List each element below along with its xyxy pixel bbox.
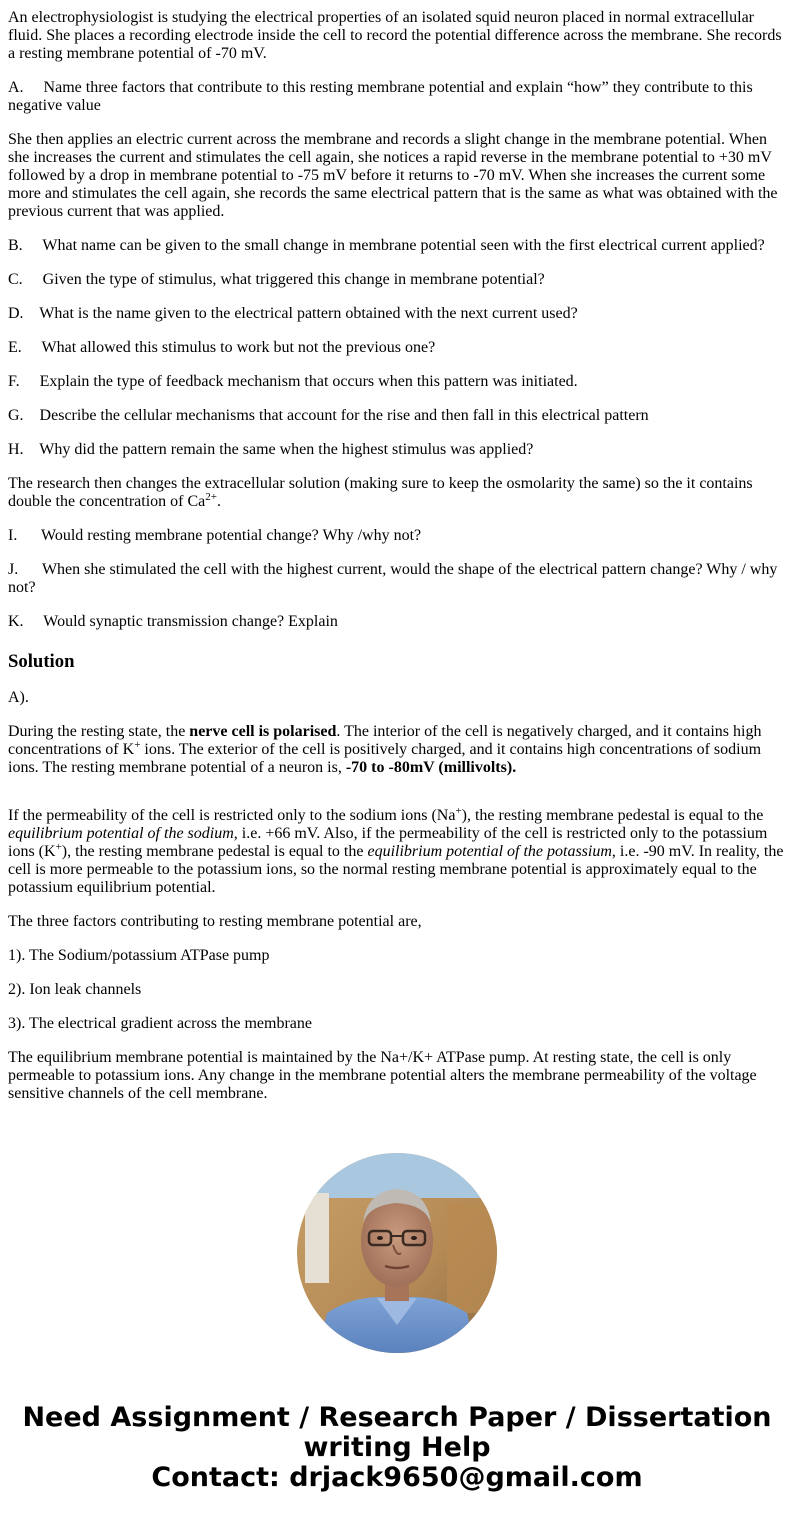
- closing-paragraph: The equilibrium membrane potential is maintained by the Na+/K+ ATPase pump. At resting state, the cell is only permeable to potassium ions. Any change in the membrane potential alters the membrane permeability of the voltage sensitive channels of the cell membrane.: [8, 1049, 757, 1102]
- para1-bold-1: nerve cell is polarised: [189, 723, 337, 740]
- document-body: [8, 9, 786, 1119]
- calcium-change-end: .: [216, 493, 221, 510]
- para2-text-5: , i.e. -90 mV. In reality, the cell is more permeable to the potassium ions, so the normal resting membrane potential is approximately equal to the potassium equilibrium potential.: [8, 843, 784, 896]
- permeability-paragraph: [8, 807, 786, 897]
- calcium-change-paragraph: [8, 475, 786, 511]
- answer-label: A).: [8, 689, 29, 706]
- question-f: F. Explain the type of feedback mechanism that occurs when this pattern was initiated.: [8, 373, 578, 390]
- para1-text-1: During the resting state, the: [8, 723, 190, 740]
- polarised-paragraph: [8, 723, 786, 777]
- contact-footer: [0, 1403, 794, 1493]
- solution-heading: Solution: [8, 651, 75, 672]
- para2-italic-1: equilibrium potential of the sodium: [8, 825, 234, 842]
- question-k: K. Would synaptic transmission change? Explain: [8, 613, 338, 630]
- para1-text-3: ions. The exterior of the cell is positively charged, and it contains high concentrations of sodium ions. The resting membrane potential of a neuron is,: [8, 741, 762, 776]
- para1-bold-2: -70 to -80mV (millivolts).: [345, 759, 517, 776]
- footer-line-1: Need Assignment / Research Paper / Dissertation: [22, 1402, 772, 1433]
- para2-text-3: , i.e. +66 mV. Also, if the permeability of the cell is restricted only to the potassium ions (K: [8, 825, 768, 860]
- author-avatar: [297, 1153, 497, 1353]
- question-g: G. Describe the cellular mechanisms that account for the rise and then fall in this electrical pattern: [8, 407, 649, 424]
- intro-paragraph: An electrophysiologist is studying the electrical properties of an isolated squid neuron placed in normal extracellular fluid. She places a recording electrode inside the cell to record the potential difference across the membrane. She records a resting membrane potential of -70 mV.: [8, 9, 782, 62]
- question-b: B. What name can be given to the small change in membrane potential seen with the first electrical current applied?: [8, 237, 765, 254]
- question-j: J. When she stimulated the cell with the highest current, would the shape of the electrical pattern change? Why / why not?: [8, 561, 782, 596]
- scenario-paragraph: She then applies an electric current across the membrane and records a slight change in the membrane potential. When she increases the current and stimulates the cell again, she notices a rapid reverse in the membrane potential to +30 mV followed by a drop in membrane potential to -75 mV before it returns to -70 mV. When she increases the current some more and stimulates the cell again, she records the same electrical pattern that is the same as what was obtained with the previous current that was applied.: [8, 131, 778, 220]
- para2-sup-2: +: [55, 841, 62, 853]
- question-e: E. What allowed this stimulus to work but not the previous one?: [8, 339, 436, 356]
- factor-3: 3). The electrical gradient across the membrane: [8, 1015, 313, 1032]
- question-c: C. Given the type of stimulus, what triggered this change in membrane potential?: [8, 271, 545, 288]
- author-photo: [297, 1153, 497, 1353]
- question-a: A. Name three factors that contribute to this resting membrane potential and explain “how” they contribute to this negative value: [8, 79, 757, 114]
- para2-text-2: ), the resting membrane pedestal is equal to the: [461, 807, 764, 824]
- footer-line-2: writing Help: [303, 1432, 491, 1463]
- question-h: H. Why did the pattern remain the same when the highest stimulus was applied?: [8, 441, 534, 458]
- calcium-change-text: The research then changes the extracellular solution (making sure to keep the osmolarity the same) so the it contains double the concentration of Ca: [8, 475, 753, 510]
- calcium-charge: 2+: [205, 491, 217, 503]
- question-d: D. What is the name given to the electrical pattern obtained with the next current used?: [8, 305, 578, 322]
- para2-text-4: ), the resting membrane pedestal is equal to the: [61, 843, 368, 860]
- footer-contact-line: Contact: drjack9650@gmail.com: [151, 1462, 643, 1493]
- factor-1: 1). The Sodium/potassium ATPase pump: [8, 947, 270, 964]
- factors-intro: The three factors contributing to resting membrane potential are,: [8, 913, 422, 930]
- para1-sup-1: +: [134, 739, 141, 751]
- factor-2: 2). Ion leak channels: [8, 981, 142, 998]
- para2-sup-1: +: [455, 805, 462, 817]
- para2-text-1: If the permeability of the cell is restricted only to the sodium ions (Na: [8, 807, 456, 824]
- para2-italic-2: equilibrium potential of the potassium: [367, 843, 612, 860]
- para1-text-2: . The interior of the cell is negatively charged, and it contains high concentrations of K: [8, 723, 762, 758]
- question-i: I. Would resting membrane potential change? Why /why not?: [8, 527, 422, 544]
